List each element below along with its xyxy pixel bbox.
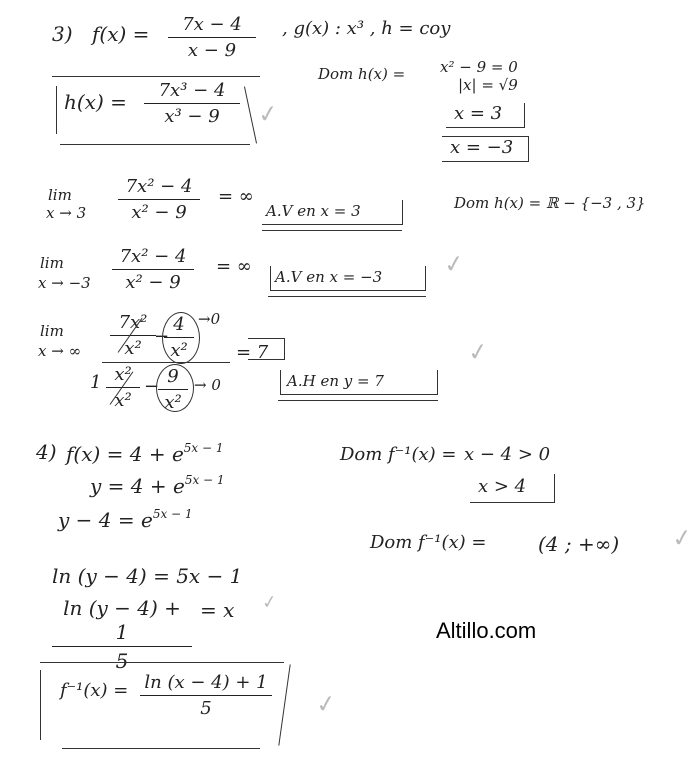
- lim1-result: = ∞: [218, 186, 254, 207]
- lim1-label: lim: [48, 186, 72, 204]
- check-mark-icon: ✓: [256, 98, 280, 130]
- check-mark-icon: ✓: [260, 591, 279, 614]
- dom-equation-1: x² − 9 = 0: [440, 58, 518, 76]
- box-x-eq-3: x = 3: [446, 103, 525, 128]
- box-x-eq-minus-3: x = −3: [442, 136, 529, 162]
- f-numerator: 7x − 4: [182, 14, 242, 35]
- lim3-term1: 7x² x²: [110, 312, 156, 359]
- h-definition-lhs: h(x) =: [64, 90, 127, 114]
- lim3-approach: x → ∞: [38, 342, 82, 360]
- dom-inverse-box: x > 4: [470, 474, 555, 503]
- inverse-lhs: f⁻¹(x) =: [60, 680, 129, 701]
- p4-line-4: ln (y − 4) = 5x − 1: [52, 564, 243, 588]
- h-box-top: [52, 76, 260, 77]
- h-denominator: x³ − 9: [164, 106, 220, 127]
- p4-line-2: $y = 4 + e^{5x - 1}$: [90, 473, 225, 498]
- h-definition-fraction: [144, 80, 240, 127]
- p4-line-3: $y - 4 = e^{5x - 1}$: [58, 507, 193, 532]
- page: 3) f(x) = 7x − 4 x − 9 , g(x) : x³ , h = coy Dom h(x) = x² − 9 = 0 |x| = √9 x = 3 x = −3 h(x) = 7x³ − 4 x³ − 9 ✓ lim x → 3 7x² − 4 x² − 9 = ∞ A.V en x = 3 Dom h(x) = ℝ − {−3 , 3} lim x → −3 7x² − 4 x² − 9 = ∞ A.V en x = −3 ✓ lim x → ∞ 7x² x² − 4 x² →0 = 7 1 x² x² − 9 x² → 0 A.H en y = 7 ✓ 4) $f(x) = 4 + e^{5x - 1}$ $y = 4 + e^{5x - 1}$ $y - 4 = e^{5x - 1}$ Dom f⁻¹(x) = x − 4 > 0 x > 4 Dom f⁻¹(x) = (4 ; +∞) ✓ ln (y − 4) = 5x − 1 ln (y − 4) + 1 5 = x ✓ Altillo.com f⁻¹(x) = ln (x − 4) + 1 5 ✓: [0, 0, 700, 761]
- lim1-asymptote-box: A.V en x = 3: [262, 200, 403, 225]
- h-numerator: 7x³ − 4: [158, 80, 226, 101]
- h-box-bottom: [60, 144, 250, 145]
- problem-4-label: 4): [36, 440, 57, 464]
- inverse-box-left: [40, 670, 41, 740]
- lim2-asymptote-box: A.V en x = −3: [270, 266, 426, 291]
- f-definition-fraction: [168, 14, 256, 61]
- dom-inverse-lhs-2: Dom f⁻¹(x) =: [370, 532, 487, 553]
- inverse-fraction: ln (x − 4) + 1 5: [140, 672, 272, 719]
- check-mark-icon: ✓: [314, 688, 338, 720]
- check-mark-icon: ✓: [466, 336, 490, 368]
- h-box-left: [56, 86, 57, 134]
- lim2-result: = ∞: [216, 256, 252, 277]
- lim1-fraction: 7x² − 4 x² − 9: [118, 176, 200, 223]
- check-mark-icon: ✓: [442, 248, 466, 280]
- g-h-definitions: , g(x) : x³ , h = coy: [282, 18, 451, 39]
- f-denominator: x − 9: [187, 40, 237, 61]
- inverse-box-bottom: [62, 748, 260, 749]
- problem-3-label: 3): [52, 22, 73, 46]
- lim2-label: lim: [40, 254, 64, 272]
- dom-h-lhs: Dom h(x) =: [318, 65, 406, 83]
- inverse-box-top: [40, 662, 284, 663]
- lim3-result: = 7: [236, 342, 269, 363]
- dom-inverse-interval: (4 ; +∞): [538, 532, 620, 556]
- dom-equation-2: |x| = √9: [458, 76, 518, 94]
- dom-inverse-lhs: Dom f⁻¹(x) =: [340, 444, 457, 465]
- f-definition-lhs: f(x) =: [92, 22, 150, 46]
- p4-line-5-rhs: = x: [200, 598, 235, 622]
- inverse-box-right: [278, 664, 290, 745]
- altillo-watermark: Altillo.com: [436, 618, 537, 643]
- lim3-vanishing-term-2: 9 x²: [158, 366, 188, 413]
- lim2-approach: x → −3: [38, 274, 91, 292]
- lim3-asymptote-box: A.H en y = 7: [280, 370, 438, 395]
- dom-h-result: Dom h(x) = ℝ − {−3 , 3}: [454, 194, 646, 212]
- h-box-right: [244, 87, 257, 144]
- check-mark-icon: ✓: [670, 522, 694, 554]
- lim2-fraction: 7x² − 4 x² − 9: [112, 246, 194, 293]
- lim1-approach: x → 3: [46, 204, 87, 222]
- dom-inverse-inequality: x − 4 > 0: [464, 444, 551, 465]
- p4-line-5-fraction: ln (y − 4) + 1 5: [52, 596, 192, 673]
- p4-line-1: $f(x) = 4 + e^{5x - 1}$: [66, 441, 224, 466]
- lim3-vanishing-term-1: 4 x²: [164, 314, 194, 361]
- lim3-label: lim: [40, 322, 64, 340]
- lim3-term2: x² x²: [106, 364, 140, 411]
